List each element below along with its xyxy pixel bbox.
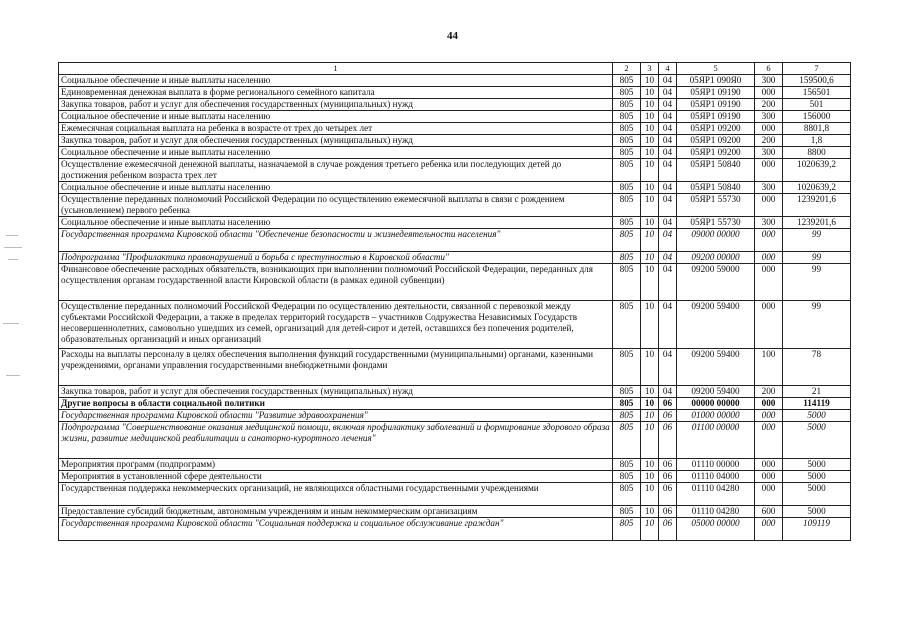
row-target-article-cell: 09200 59400 (677, 386, 755, 398)
table-row (59, 252, 851, 264)
row-amount-cell: 99 (783, 301, 851, 349)
row-subsection-cell: 04 (659, 159, 677, 182)
row-expense-type-cell: 000 (755, 398, 783, 410)
row-target-article-cell: 05ЯР1 09200 (677, 147, 755, 159)
table-row (59, 386, 851, 398)
row-section-cell: 10 (641, 123, 659, 135)
row-subsection-cell: 04 (659, 75, 677, 87)
row-amount-cell: 99 (783, 264, 851, 301)
page-number: 44 (447, 30, 458, 42)
table-row (59, 75, 851, 87)
row-code-gr-cell: 805 (613, 194, 641, 217)
row-amount-cell: 5000 (783, 410, 851, 422)
row-expense-type-cell: 300 (755, 147, 783, 159)
row-section-cell: 10 (641, 398, 659, 410)
row-name-cell: Закупка товаров, работ и услуг для обеспечения государственных (муниципальных) нужд (59, 99, 613, 111)
header-cell: 2 (613, 63, 641, 75)
row-subsection-cell: 06 (659, 422, 677, 459)
row-section-cell: 10 (641, 99, 659, 111)
row-target-article-cell: 05ЯР1 09190 (677, 111, 755, 123)
row-amount-cell: 5000 (783, 471, 851, 483)
row-amount-cell: 501 (783, 99, 851, 111)
row-amount-cell: 156000 (783, 111, 851, 123)
row-target-article-cell: 09200 59000 (677, 264, 755, 301)
row-name-cell: Государственная поддержка некоммерческих организаций, не являющихся областными государственными учреждениями (59, 483, 613, 506)
table-row (59, 471, 851, 483)
row-amount-cell: 78 (783, 349, 851, 386)
row-section-cell: 10 (641, 422, 659, 459)
row-subsection-cell: 04 (659, 182, 677, 194)
row-amount-cell: 5000 (783, 506, 851, 518)
row-code-gr-cell: 805 (613, 229, 641, 252)
table-row (59, 99, 851, 111)
row-code-gr-cell: 805 (613, 217, 641, 229)
row-amount-cell: 5000 (783, 422, 851, 459)
row-subsection-cell: 04 (659, 194, 677, 217)
row-section-cell: 10 (641, 87, 659, 99)
row-target-article-cell: 01110 00000 (677, 459, 755, 471)
row-expense-type-cell: 300 (755, 75, 783, 87)
row-name-cell: Закупка товаров, работ и услуг для обеспечения государственных (муниципальных) нужд (59, 135, 613, 147)
row-subsection-cell: 06 (659, 398, 677, 410)
row-target-article-cell: 09200 00000 (677, 252, 755, 264)
row-target-article-cell: 05ЯР1 55730 (677, 217, 755, 229)
row-subsection-cell: 06 (659, 459, 677, 471)
row-expense-type-cell: 000 (755, 123, 783, 135)
row-target-article-cell: 05ЯР1 09190 (677, 99, 755, 111)
row-amount-cell: 159500,6 (783, 75, 851, 87)
row-amount-cell: 109119 (783, 518, 851, 541)
row-code-gr-cell: 805 (613, 75, 641, 87)
row-name-cell: Осуществление переданных полномочий Российской Федерации по осуществлению ежемесячной выплаты в связи с рождением (усыновлением) первого ребенка (59, 194, 613, 217)
table-row (59, 349, 851, 386)
row-section-cell: 10 (641, 264, 659, 301)
row-name-cell: Государственная программа Кировской области "Социальная поддержка и социальное обслуживание граждан" (59, 518, 613, 541)
row-amount-cell: 99 (783, 252, 851, 264)
row-target-article-cell: 05ЯР1 09190 (677, 87, 755, 99)
row-section-cell: 10 (641, 182, 659, 194)
row-expense-type-cell: 200 (755, 99, 783, 111)
row-code-gr-cell: 805 (613, 182, 641, 194)
row-expense-type-cell: 000 (755, 301, 783, 349)
row-section-cell: 10 (641, 349, 659, 386)
row-expense-type-cell: 000 (755, 159, 783, 182)
row-subsection-cell: 04 (659, 264, 677, 301)
row-code-gr-cell: 805 (613, 135, 641, 147)
table-row (59, 410, 851, 422)
row-subsection-cell: 04 (659, 217, 677, 229)
row-code-gr-cell: 805 (613, 159, 641, 182)
row-target-article-cell: 01110 04280 (677, 506, 755, 518)
header-cell: 3 (641, 63, 659, 75)
row-code-gr-cell: 805 (613, 422, 641, 459)
row-name-cell: Социальное обеспечение и иные выплаты населению (59, 217, 613, 229)
row-expense-type-cell: 300 (755, 111, 783, 123)
row-subsection-cell: 04 (659, 349, 677, 386)
row-target-article-cell: 05ЯР1 50840 (677, 159, 755, 182)
table-row (59, 398, 851, 410)
row-expense-type-cell: 100 (755, 349, 783, 386)
table-row (59, 123, 851, 135)
table-row (59, 301, 851, 349)
table-row (59, 217, 851, 229)
row-amount-cell: 21 (783, 386, 851, 398)
table-row (59, 518, 851, 541)
row-section-cell: 10 (641, 147, 659, 159)
header-cell: 5 (677, 63, 755, 75)
row-code-gr-cell: 805 (613, 301, 641, 349)
row-amount-cell: 8801,8 (783, 123, 851, 135)
row-name-cell: Другие вопросы в области социальной политики (59, 398, 613, 410)
row-name-cell: Финансовое обеспечение расходных обязательств, возникающих при выполнении полномочий Российской Федерации, переданных для осуществления органам государственной власти Кировской области (в рамках единой субвенции) (59, 264, 613, 301)
row-subsection-cell: 04 (659, 135, 677, 147)
row-target-article-cell: 09000 00000 (677, 229, 755, 252)
table-row (59, 135, 851, 147)
row-name-cell: Осуществление переданных полномочий Российской Федерации по осуществлению деятельности, связанной с перевозкой между субъектами Российской Федерации, а также в пределах территорий государств – участников Содружества Независимых Государств несовершеннолетних, самовольно ушедших из семей, организаций для детей-сирот и детей, оставшихся без попечения родителей, образовательных организаций и иных организаций (59, 301, 613, 349)
row-subsection-cell: 04 (659, 147, 677, 159)
row-section-cell: 10 (641, 135, 659, 147)
row-target-article-cell: 09200 59400 (677, 349, 755, 386)
row-section-cell: 10 (641, 301, 659, 349)
row-code-gr-cell: 805 (613, 386, 641, 398)
row-expense-type-cell: 000 (755, 471, 783, 483)
row-name-cell: Подпрограмма "Совершенствование оказания медицинской помощи, включая профилактику заболеваний и формирование здорового образа жизни, развитие медицинской реабилитации и санаторно-курортного лечения" (59, 422, 613, 459)
row-section-cell: 10 (641, 159, 659, 182)
row-name-cell: Предоставление субсидий бюджетным, автономным учреждениям и иным некоммерческим организациям (59, 506, 613, 518)
row-amount-cell: 1239201,6 (783, 217, 851, 229)
row-section-cell: 10 (641, 483, 659, 506)
row-expense-type-cell: 000 (755, 459, 783, 471)
row-expense-type-cell: 000 (755, 518, 783, 541)
row-section-cell: 10 (641, 518, 659, 541)
row-amount-cell: 99 (783, 229, 851, 252)
header-cell: 1 (59, 63, 613, 75)
row-subsection-cell: 04 (659, 252, 677, 264)
header-cell: 4 (659, 63, 677, 75)
row-section-cell: 10 (641, 252, 659, 264)
row-target-article-cell: 01110 04000 (677, 471, 755, 483)
row-expense-type-cell: 000 (755, 264, 783, 301)
table-row (59, 506, 851, 518)
table-row (59, 422, 851, 459)
row-name-cell: Государственная программа Кировской области "Развитие здравоохранения" (59, 410, 613, 422)
row-amount-cell: 114119 (783, 398, 851, 410)
row-expense-type-cell: 000 (755, 483, 783, 506)
row-target-article-cell: 09200 59400 (677, 301, 755, 349)
row-amount-cell: 1239201,6 (783, 194, 851, 217)
row-subsection-cell: 04 (659, 229, 677, 252)
row-section-cell: 10 (641, 194, 659, 217)
row-amount-cell: 1,8 (783, 135, 851, 147)
table-row (59, 111, 851, 123)
row-code-gr-cell: 805 (613, 471, 641, 483)
row-subsection-cell: 06 (659, 483, 677, 506)
row-amount-cell: 5000 (783, 483, 851, 506)
row-name-cell: Единовременная денежная выплата в форме регионального семейного капитала (59, 87, 613, 99)
header-row (59, 63, 851, 75)
row-code-gr-cell: 805 (613, 398, 641, 410)
row-code-gr-cell: 805 (613, 264, 641, 301)
row-name-cell: Социальное обеспечение и иные выплаты населению (59, 75, 613, 87)
row-subsection-cell: 06 (659, 471, 677, 483)
row-code-gr-cell: 805 (613, 349, 641, 386)
row-code-gr-cell: 805 (613, 410, 641, 422)
row-code-gr-cell: 805 (613, 459, 641, 471)
row-amount-cell: 5000 (783, 459, 851, 471)
row-section-cell: 10 (641, 386, 659, 398)
row-code-gr-cell: 805 (613, 99, 641, 111)
row-expense-type-cell: 300 (755, 217, 783, 229)
row-subsection-cell: 04 (659, 111, 677, 123)
row-expense-type-cell: 000 (755, 87, 783, 99)
row-name-cell: Подпрограмма "Профилактика правонарушений и борьба с преступностью в Кировской области" (59, 252, 613, 264)
row-expense-type-cell: 000 (755, 422, 783, 459)
row-subsection-cell: 04 (659, 87, 677, 99)
row-section-cell: 10 (641, 229, 659, 252)
row-code-gr-cell: 805 (613, 252, 641, 264)
row-code-gr-cell: 805 (613, 506, 641, 518)
row-expense-type-cell: 300 (755, 182, 783, 194)
row-name-cell: Закупка товаров, работ и услуг для обеспечения государственных (муниципальных) нужд (59, 386, 613, 398)
row-target-article-cell: 01110 04280 (677, 483, 755, 506)
table-row (59, 264, 851, 301)
row-amount-cell: 1020639,2 (783, 182, 851, 194)
row-target-article-cell: 00000 00000 (677, 398, 755, 410)
row-subsection-cell: 06 (659, 518, 677, 541)
row-code-gr-cell: 805 (613, 87, 641, 99)
row-subsection-cell: 04 (659, 301, 677, 349)
row-name-cell: Социальное обеспечение и иные выплаты населению (59, 182, 613, 194)
margin-scan-marks (0, 225, 30, 405)
row-expense-type-cell: 000 (755, 229, 783, 252)
header-cell: 7 (783, 63, 851, 75)
row-name-cell: Мероприятия в установленной сфере деятельности (59, 471, 613, 483)
row-name-cell: Государственная программа Кировской области "Обеспечение безопасности и жизнедеятельности населения" (59, 229, 613, 252)
row-code-gr-cell: 805 (613, 123, 641, 135)
table-row (59, 194, 851, 217)
row-expense-type-cell: 000 (755, 410, 783, 422)
row-name-cell: Осуществление ежемесячной денежной выплаты, назначаемой в случае рождения третьего ребенка или последующих детей до достижения ребенком возраста трех лет (59, 159, 613, 182)
row-section-cell: 10 (641, 75, 659, 87)
row-target-article-cell: 05ЯР1 09200 (677, 135, 755, 147)
row-target-article-cell: 05ЯР1 090Я0 (677, 75, 755, 87)
row-subsection-cell: 04 (659, 123, 677, 135)
row-code-gr-cell: 805 (613, 518, 641, 541)
row-target-article-cell: 01100 00000 (677, 422, 755, 459)
table-row (59, 459, 851, 471)
row-name-cell: Социальное обеспечение и иные выплаты населению (59, 147, 613, 159)
row-expense-type-cell: 200 (755, 386, 783, 398)
row-name-cell: Расходы на выплаты персоналу в целях обеспечения выполнения функций государственными (муниципальными) органами, казенными учреждениями, органами управления государственными внебюджетными фондами (59, 349, 613, 386)
row-expense-type-cell: 200 (755, 135, 783, 147)
row-amount-cell: 156501 (783, 87, 851, 99)
row-subsection-cell: 06 (659, 410, 677, 422)
row-target-article-cell: 05ЯР1 50840 (677, 182, 755, 194)
row-code-gr-cell: 805 (613, 111, 641, 123)
row-expense-type-cell: 000 (755, 194, 783, 217)
header-cell: 6 (755, 63, 783, 75)
row-subsection-cell: 04 (659, 386, 677, 398)
table-row (59, 147, 851, 159)
row-name-cell: Мероприятия программ (подпрограмм) (59, 459, 613, 471)
row-name-cell: Социальное обеспечение и иные выплаты населению (59, 111, 613, 123)
row-section-cell: 10 (641, 217, 659, 229)
row-expense-type-cell: 600 (755, 506, 783, 518)
row-target-article-cell: 05ЯР1 55730 (677, 194, 755, 217)
row-target-article-cell: 05000 00000 (677, 518, 755, 541)
row-code-gr-cell: 805 (613, 483, 641, 506)
row-section-cell: 10 (641, 506, 659, 518)
row-name-cell: Ежемесячная социальная выплата на ребенка в возрасте от трех до четырех лет (59, 123, 613, 135)
row-target-article-cell: 01000 00000 (677, 410, 755, 422)
row-target-article-cell: 05ЯР1 09200 (677, 123, 755, 135)
table-row (59, 229, 851, 252)
row-section-cell: 10 (641, 410, 659, 422)
table-row (59, 159, 851, 182)
budget-table (58, 62, 851, 541)
table-row (59, 483, 851, 506)
row-expense-type-cell: 000 (755, 252, 783, 264)
table-row (59, 182, 851, 194)
row-code-gr-cell: 805 (613, 147, 641, 159)
row-section-cell: 10 (641, 111, 659, 123)
row-section-cell: 10 (641, 459, 659, 471)
row-section-cell: 10 (641, 471, 659, 483)
row-amount-cell: 1020639,2 (783, 159, 851, 182)
row-subsection-cell: 04 (659, 99, 677, 111)
row-subsection-cell: 06 (659, 506, 677, 518)
row-amount-cell: 8800 (783, 147, 851, 159)
table-row (59, 87, 851, 99)
